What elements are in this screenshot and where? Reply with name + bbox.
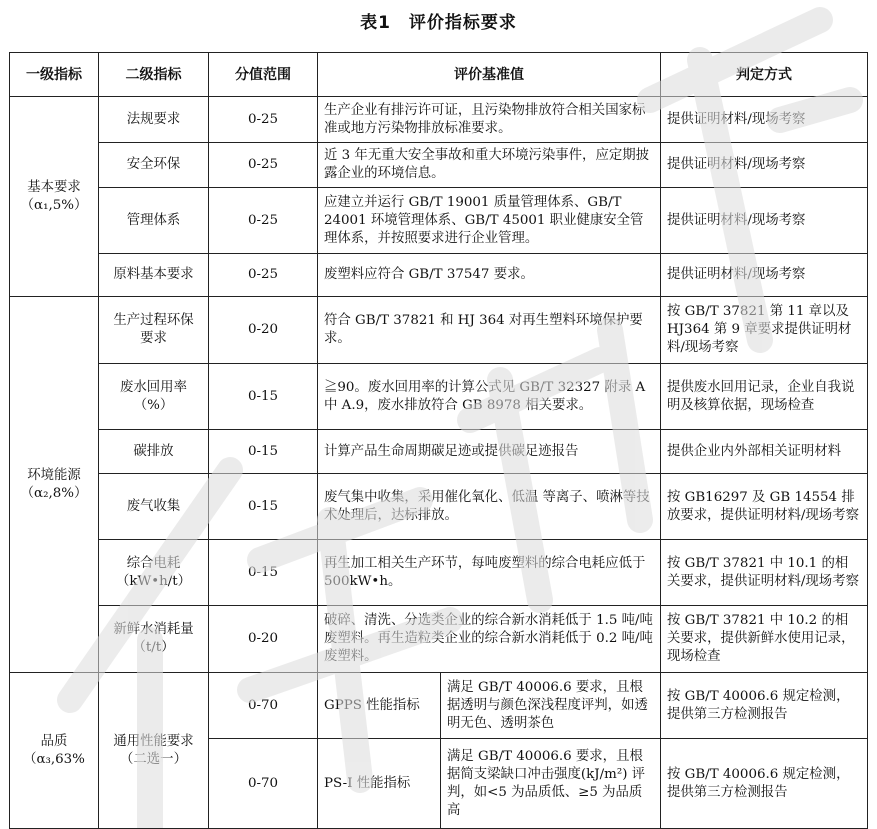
table-row — [10, 673, 868, 739]
method-cell: 按 GB/T 37821 中 10.2 的相关要求，提供新鲜水使用记录，现场检查 — [661, 606, 868, 673]
criteria-cell: 应建立并运行 GB/T 19001 质量管理体系、GB/T 24001 环境管理体系、GB/T 45001 职业健康安全管理体系，并按照要求进行企业管理。 — [318, 188, 661, 254]
group-weight: （α₂,8%） — [20, 485, 88, 501]
indicator-cell: 废水回用率（%） — [99, 364, 209, 430]
method-cell: 提供证明材料/现场考察 — [661, 143, 868, 188]
group-name: 品质 — [40, 733, 68, 749]
criteria-cell: ≧90。废水回用率的计算公式见 GB/T 32327 附录 A 中 A.9，废水排放符合 GB 8978 相关要求。 — [318, 364, 661, 430]
header-range: 分值范围 — [209, 53, 318, 97]
method-cell: 提供证明材料/现场考察 — [661, 254, 868, 297]
range-cell: 0-20 — [209, 606, 318, 673]
group-weight: （α₃,63% — [23, 751, 85, 767]
range-cell: 0-25 — [209, 143, 318, 188]
criteria-cell: 满足 GB/T 40006.6 要求，且根据透明与颜色深浅程度评判，如透明无色、透明茶色 — [441, 673, 661, 739]
group-name: 环境能源 — [27, 467, 81, 483]
header-level1: 一级指标 — [10, 53, 99, 97]
range-cell: 0-15 — [209, 430, 318, 474]
evaluation-table — [9, 52, 868, 829]
header-method: 判定方式 — [661, 53, 868, 97]
table-row — [10, 188, 868, 254]
header-level2: 二级指标 — [99, 53, 209, 97]
criteria-cell: 符合 GB/T 37821 和 HJ 364 对再生塑料环境保护要求。 — [318, 297, 661, 364]
range-cell: 0-15 — [209, 474, 318, 540]
indicator-cell: 新鲜水消耗量（t/t） — [99, 606, 209, 673]
criteria-cell: 满足 GB/T 40006.6 要求，且根据简支梁缺口冲击强度(kJ/m²) 评判，如<5 为品质低、≥5 为品质高 — [441, 739, 661, 829]
table-row — [10, 297, 868, 364]
criteria-cell: 近 3 年无重大安全事故和重大环境污染事件，应定期披露企业的环境信息。 — [318, 143, 661, 188]
indicator-cell: 通用性能要求（二选一） — [99, 673, 209, 829]
indicator-cell: 生产过程环保要求 — [99, 297, 209, 364]
method-cell: 按 GB/T 37821 第 11 章以及 HJ364 第 9 章要求提供证明材料/现场考察 — [661, 297, 868, 364]
table-row — [10, 97, 868, 143]
method-cell: 按 GB/T 37821 中 10.1 的相关要求，提供证明材料/现场考察 — [661, 540, 868, 606]
range-cell: 0-70 — [209, 739, 318, 829]
method-cell: 按 GB/T 40006.6 规定检测，提供第三方检测报告 — [661, 739, 868, 829]
indicator-cell: 综合电耗（kW•h/t） — [99, 540, 209, 606]
range-cell: 0-25 — [209, 254, 318, 297]
table-row — [10, 143, 868, 188]
range-cell: 0-15 — [209, 540, 318, 606]
method-cell: 提供证明材料/现场考察 — [661, 188, 868, 254]
group-quality — [10, 673, 99, 829]
table-row — [10, 540, 868, 606]
indicator-cell: 安全环保 — [99, 143, 209, 188]
range-cell: 0-25 — [209, 188, 318, 254]
criteria-cell: 计算产品生命周期碳足迹或提供碳足迹报告 — [318, 430, 661, 474]
table-title: 表1 评价指标要求 — [360, 13, 517, 33]
table-row — [10, 430, 868, 474]
method-cell: 提供企业内外部相关证明材料 — [661, 430, 868, 474]
indicator-cell: 碳排放 — [99, 430, 209, 474]
indicator-cell: 原料基本要求 — [99, 254, 209, 297]
indicator-cell: 法规要求 — [99, 97, 209, 143]
header-row — [10, 53, 868, 97]
indicator-cell: 废气收集 — [99, 474, 209, 540]
criteria-cell: 废气集中收集，采用催化氧化、低温 等离子、喷淋等技术处理后，达标排放。 — [318, 474, 661, 540]
header-criteria: 评价基准值 — [318, 53, 661, 97]
range-cell: 0-20 — [209, 297, 318, 364]
criteria-cell: 生产企业有排污许可证，且污染物排放符合相关国家标准或地方污染物排放标准要求。 — [318, 97, 661, 143]
table-row — [10, 254, 868, 297]
range-cell: 0-15 — [209, 364, 318, 430]
criteria-cell: 破碎、清洗、分选类企业的综合新水消耗低于 1.5 吨/吨废塑料。再生造粒类企业的综合新水消耗低于 0.2 吨/吨废塑料。 — [318, 606, 661, 673]
method-cell: 提供证明材料/现场考察 — [661, 97, 868, 143]
method-cell: 提供废水回用记录，企业自我说明及核算依据，现场检查 — [661, 364, 868, 430]
table-row — [10, 364, 868, 430]
indicator-cell: 管理体系 — [99, 188, 209, 254]
table-row — [10, 474, 868, 540]
sub-indicator-cell: GPPS 性能指标 — [318, 673, 441, 739]
group-env — [10, 297, 99, 673]
group-weight: （α₁,5%） — [20, 197, 88, 213]
method-cell: 按 GB16297 及 GB 14554 排放要求，提供证明材料/现场考察 — [661, 474, 868, 540]
range-cell: 0-25 — [209, 97, 318, 143]
table-row — [10, 606, 868, 673]
criteria-cell: 废塑料应符合 GB/T 37547 要求。 — [318, 254, 661, 297]
method-cell: 按 GB/T 40006.6 规定检测，提供第三方检测报告 — [661, 673, 868, 739]
group-name: 基本要求 — [27, 179, 81, 195]
range-cell: 0-70 — [209, 673, 318, 739]
group-basic — [10, 97, 99, 297]
sub-indicator-cell: PS-I 性能指标 — [318, 739, 441, 829]
criteria-cell: 再生加工相关生产环节，每吨废塑料的综合电耗应低于 500kW•h。 — [318, 540, 661, 606]
